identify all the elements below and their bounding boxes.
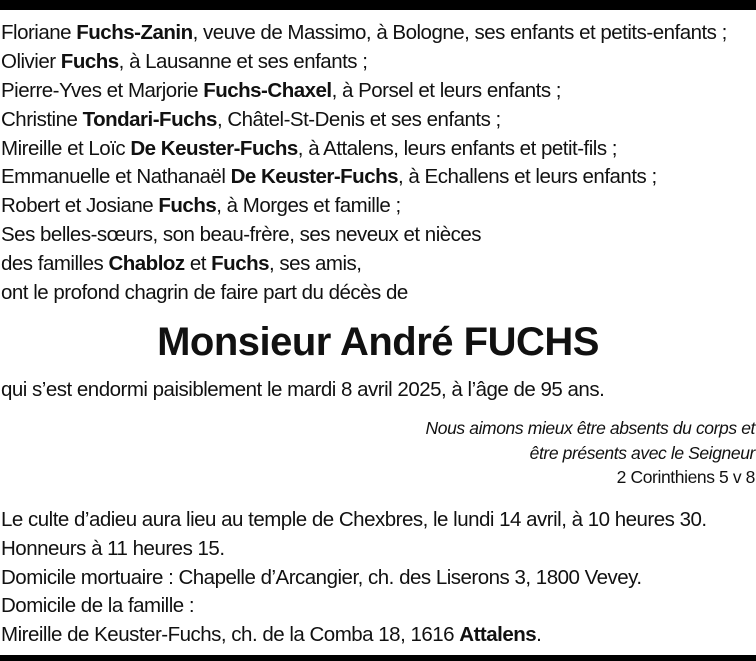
family-first-names: Floriane (1, 21, 77, 44)
family-surname: Fuchs-Zanin (76, 21, 193, 44)
announcement-line: ont le profond chagrin de faire part du décès de (1, 281, 408, 305)
family-first-names: Christine (1, 107, 83, 131)
family-line (1, 19, 755, 48)
top-border (0, 0, 756, 10)
passing-statement: qui s’est endormi paisiblement le mardi 8 avril 2025, à l’âge de 95 ans. (1, 378, 605, 401)
verse-reference: 2 Corinthiens 5 v 8 (616, 467, 755, 487)
family-first-names: Emmanuelle et Nathanaël (1, 165, 231, 189)
family-line (1, 163, 755, 192)
extended-family-line (1, 250, 755, 279)
family-line (1, 106, 755, 135)
bottom-border (0, 655, 756, 661)
family-list (1, 19, 755, 308)
bible-verse (426, 416, 755, 490)
family-surname: De Keuster-Fuchs (130, 136, 298, 160)
family-location: , à Echallens et leurs enfants ; (398, 165, 657, 189)
text-segment: des familles (1, 252, 109, 276)
verse-line: Nous aimons mieux être absents du corps et (425, 418, 755, 438)
family-first-names: Olivier (1, 49, 61, 73)
extended-family-line: Ses belles-sœurs, son beau-frère, ses neveux et nièces (1, 223, 482, 247)
text-segment: , ses amis, (269, 252, 362, 276)
family-location: , à Porsel et leurs enfants ; (331, 78, 561, 102)
family-surname: Tondari-Fuchs (82, 107, 217, 131)
verse-line: être présents avec le Seigneur (529, 442, 755, 463)
family-surname: Fuchs (158, 194, 217, 218)
address-text: Mireille de Keuster-Fuchs, ch. de la Comba 18, 1616 (1, 623, 460, 647)
family-location: , veuve de Massimo, à Bologne, ses enfants et petits-enfants ; (192, 21, 727, 44)
address-town: Attalens (459, 623, 537, 647)
text-segment: et (184, 252, 212, 276)
family-first-names: Robert et Josiane (1, 194, 159, 218)
family-home-label: Domicile de la famille : (1, 594, 195, 618)
family-line (1, 77, 755, 106)
family-address (1, 621, 707, 650)
family-line (1, 135, 755, 164)
family-surname: Fuchs (60, 49, 119, 73)
family-line (1, 48, 755, 77)
family-first-names: Pierre-Yves et Marjorie (1, 78, 204, 102)
address-end: . (536, 623, 542, 647)
family-first-names: Mireille et Loïc (1, 136, 131, 160)
deceased-name: Monsieur André FUCHS (157, 320, 599, 364)
family-location: , à Attalens, leurs enfants et petit-fils ; (297, 136, 617, 160)
funeral-details (1, 506, 707, 650)
family-surname: Fuchs-Chaxel (203, 78, 332, 102)
family-surname: Fuchs (211, 252, 270, 276)
family-line (1, 192, 755, 221)
family-location: , à Lausanne et ses enfants ; (118, 49, 368, 73)
mortuary-info: Domicile mortuaire : Chapelle d’Arcangier, ch. des Liserons 3, 1800 Vevey. (1, 565, 642, 589)
family-surname: De Keuster-Fuchs (230, 165, 399, 189)
family-location: , Châtel-St-Denis et ses enfants ; (216, 107, 501, 131)
family-location: , à Morges et famille ; (216, 194, 401, 218)
honours-info: Honneurs à 11 heures 15. (1, 536, 225, 560)
family-surname: Chabloz (108, 252, 185, 276)
ceremony-info: Le culte d’adieu aura lieu au temple de Chexbres, le lundi 14 avril, à 10 heures 30. (1, 508, 707, 531)
